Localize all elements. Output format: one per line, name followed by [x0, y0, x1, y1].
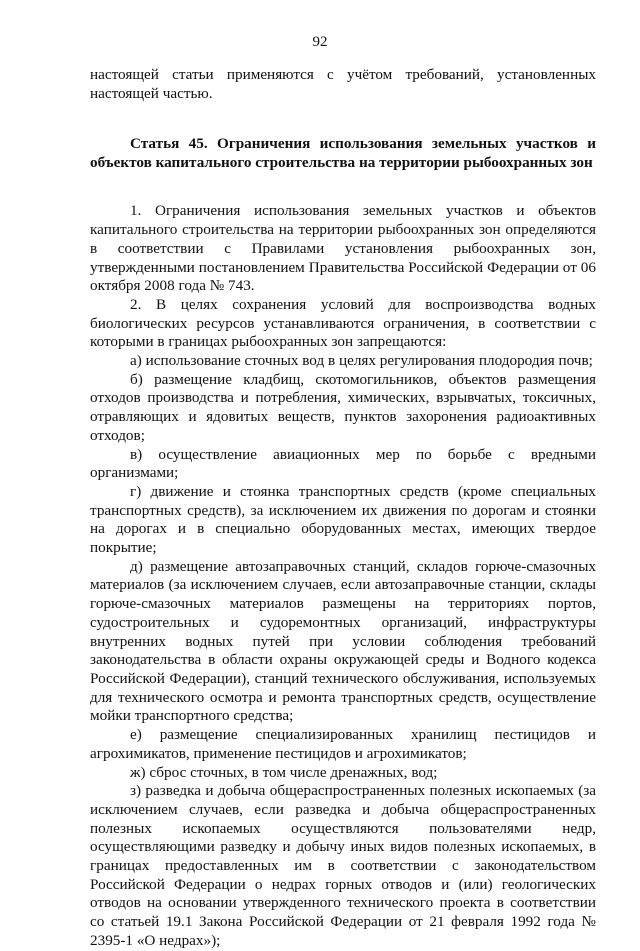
list-item-v: в) осуществление авиационных мер по борьбе с вредными организмами; [90, 445, 596, 482]
list-item-d: д) размещение автозаправочных станций, складов горюче-смазочных материалов (за исключением случаев, если автозаправочные станции, склады горюче-смазочных материалов размещены на территориях портов, судостроительных и судоремонтных организаций, инфраструктуры внутренних водных путей при условии соблюдения требований законодательства в области охраны окружающей среды и Водного кодекса Российской Федерации), станций технического обслуживания, используемых для технического осмотра и ремонта транспортных средств, осуществление мойки транспортного средства; [90, 557, 596, 725]
page-number: 92 [312, 34, 328, 50]
list-item-zh: ж) сброс сточных, в том числе дренажных, вод; [130, 763, 438, 781]
list-item-g: г) движение и стоянка транспортных средств (кроме специальных транспортных средств), за исключением их движения по дорогам и стоянки на дорогах и в специально оборудованных местах, имеющих твердое покрытие; [90, 482, 596, 557]
article-heading: Статья 45. Ограничения использования земельных участков и объектов капитального строительства на территории рыбоохранных зон [90, 135, 596, 172]
list-item-e: е) размещение специализированных хранилищ пестицидов и агрохимикатов, применение пестицидов и агрохимикатов; [90, 726, 596, 762]
paragraph-2: 2. В целях сохранения условий для воспроизводства водных биологических ресурсов устанавливаются ограничения, в соответствии с которыми в границах рыбоохранных зон запрещаются: [90, 295, 596, 351]
intro-paragraph: настоящей статьи применяются с учётом требований, установленных настоящей частью. [90, 66, 596, 102]
list-item-b: б) размещение кладбищ, скотомогильников, объектов размещения отходов производства и потребления, химических, взрывчатых, токсичных, отравляющих и ядовитых веществ, пунктов захоронения радиоактивных отходов; [90, 370, 596, 444]
list-item-z: з) разведка и добыча общераспространенных полезных ископаемых (за исключением случаев, если разведка и добыча общераспространенных полезных ископаемых осуществляются пользователями недр, осуществляющими разведку и добычу иных видов полезных ископаемых, в границах предоставленных им в соответствии с законодательством Российской Федерации о недрах горных отводов и (или) геологических отводов на основании утвержденного технического проекта в соответствии со статьей 19.1 Закона Российской Федерации от 21 февраля 1992 года № 2395-1 «О недрах»); [90, 782, 596, 949]
paragraph-1: 1. Ограничения использования земельных участков и объектов капитального строительства на территории рыбоохранных зон определяются в соответствии с Правилами установления рыбоохранных зон, утвержденными постановлением Правительства Российской Федерации от 06 октября 2008 года № 743. [90, 202, 596, 295]
document-body [90, 66, 596, 951]
list-item-a: а) использование сточных вод в целях регулирования плодородия почв; [130, 352, 593, 370]
